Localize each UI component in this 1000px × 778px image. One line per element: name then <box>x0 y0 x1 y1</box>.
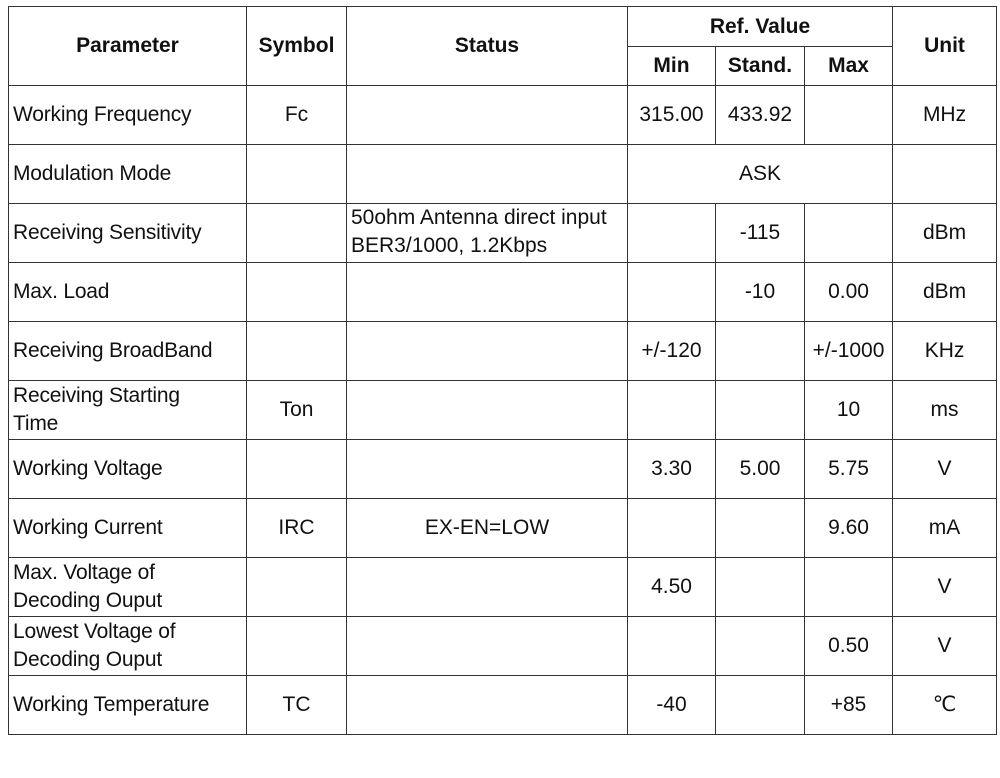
cell-max <box>805 86 893 145</box>
parameter-line-2: Decoding Ouput <box>13 648 162 671</box>
cell-symbol: Fc <box>247 86 347 145</box>
cell-status <box>347 204 628 263</box>
header-row-top <box>9 7 997 47</box>
header-max: Max <box>805 47 893 86</box>
cell-standard: 5.00 <box>716 440 805 499</box>
cell-parameter: Working Frequency <box>9 86 247 145</box>
cell-parameter <box>9 381 247 440</box>
table-row <box>9 322 997 381</box>
cell-max: 0.50 <box>805 617 893 676</box>
cell-status <box>347 263 628 322</box>
cell-unit: V <box>893 617 997 676</box>
cell-standard <box>716 499 805 558</box>
parameter-line-1: Lowest Voltage of <box>13 620 176 643</box>
cell-max: 5.75 <box>805 440 893 499</box>
cell-parameter: Working Current <box>9 499 247 558</box>
cell-max: +/-1000 <box>805 322 893 381</box>
header-min: Min <box>628 47 716 86</box>
cell-parameter: Working Voltage <box>9 440 247 499</box>
cell-standard: -115 <box>716 204 805 263</box>
cell-parameter <box>9 558 247 617</box>
header-symbol: Symbol <box>247 7 347 86</box>
cell-max: 0.00 <box>805 263 893 322</box>
cell-symbol <box>247 558 347 617</box>
specification-table <box>8 6 997 735</box>
cell-unit: ms <box>893 381 997 440</box>
cell-status <box>347 145 628 204</box>
cell-status: EX-EN=LOW <box>347 499 628 558</box>
cell-symbol <box>247 263 347 322</box>
cell-status <box>347 322 628 381</box>
cell-unit: dBm <box>893 204 997 263</box>
cell-standard <box>716 381 805 440</box>
cell-symbol <box>247 322 347 381</box>
cell-standard <box>716 558 805 617</box>
cell-symbol <box>247 204 347 263</box>
cell-unit: V <box>893 558 997 617</box>
parameter-line-2: Decoding Ouput <box>13 589 162 612</box>
cell-status <box>347 558 628 617</box>
cell-symbol <box>247 145 347 204</box>
parameter-line-2: Time <box>13 412 59 435</box>
cell-min: 3.30 <box>628 440 716 499</box>
table-row <box>9 145 997 204</box>
cell-min: -40 <box>628 676 716 735</box>
table-row <box>9 499 997 558</box>
header-status: Status <box>347 7 628 86</box>
cell-status <box>347 676 628 735</box>
header-unit: Unit <box>893 7 997 86</box>
cell-parameter: Working Temperature <box>9 676 247 735</box>
table-row <box>9 263 997 322</box>
cell-symbol <box>247 617 347 676</box>
cell-min: +/-120 <box>628 322 716 381</box>
cell-unit: dBm <box>893 263 997 322</box>
cell-max: 9.60 <box>805 499 893 558</box>
status-line-2: BER3/1000, 1.2Kbps <box>351 234 548 257</box>
cell-min <box>628 499 716 558</box>
header-ref-value: Ref. Value <box>628 7 893 47</box>
cell-max <box>805 204 893 263</box>
table-row <box>9 617 997 676</box>
cell-unit: ℃ <box>893 676 997 735</box>
cell-max: 10 <box>805 381 893 440</box>
cell-parameter: Max. Load <box>9 263 247 322</box>
cell-status <box>347 440 628 499</box>
cell-unit: KHz <box>893 322 997 381</box>
cell-unit <box>893 145 997 204</box>
cell-symbol: IRC <box>247 499 347 558</box>
cell-min <box>628 204 716 263</box>
cell-status <box>347 381 628 440</box>
cell-parameter: Receiving Sensitivity <box>9 204 247 263</box>
table-row <box>9 381 997 440</box>
cell-symbol: TC <box>247 676 347 735</box>
cell-standard <box>716 676 805 735</box>
table-row <box>9 676 997 735</box>
header-parameter: Parameter <box>9 7 247 86</box>
cell-standard <box>716 322 805 381</box>
cell-unit: mA <box>893 499 997 558</box>
cell-min: 4.50 <box>628 558 716 617</box>
cell-parameter: Receiving BroadBand <box>9 322 247 381</box>
cell-standard: 433.92 <box>716 86 805 145</box>
header-standard: Stand. <box>716 47 805 86</box>
cell-symbol: Ton <box>247 381 347 440</box>
cell-unit: MHz <box>893 86 997 145</box>
table-row <box>9 86 997 145</box>
table-row <box>9 558 997 617</box>
cell-min <box>628 263 716 322</box>
cell-max: +85 <box>805 676 893 735</box>
cell-standard <box>716 617 805 676</box>
cell-symbol <box>247 440 347 499</box>
table-row <box>9 440 997 499</box>
cell-min: 315.00 <box>628 86 716 145</box>
cell-min <box>628 617 716 676</box>
cell-max <box>805 558 893 617</box>
parameter-line-1: Max. Voltage of <box>13 561 155 584</box>
cell-standard: -10 <box>716 263 805 322</box>
cell-ref-value-merged: ASK <box>628 145 893 204</box>
table-row <box>9 204 997 263</box>
cell-status <box>347 617 628 676</box>
status-line-1: 50ohm Antenna direct input <box>351 206 607 229</box>
cell-parameter: Modulation Mode <box>9 145 247 204</box>
cell-unit: V <box>893 440 997 499</box>
cell-min <box>628 381 716 440</box>
parameter-line-1: Receiving Starting <box>13 384 180 407</box>
cell-status <box>347 86 628 145</box>
cell-parameter <box>9 617 247 676</box>
